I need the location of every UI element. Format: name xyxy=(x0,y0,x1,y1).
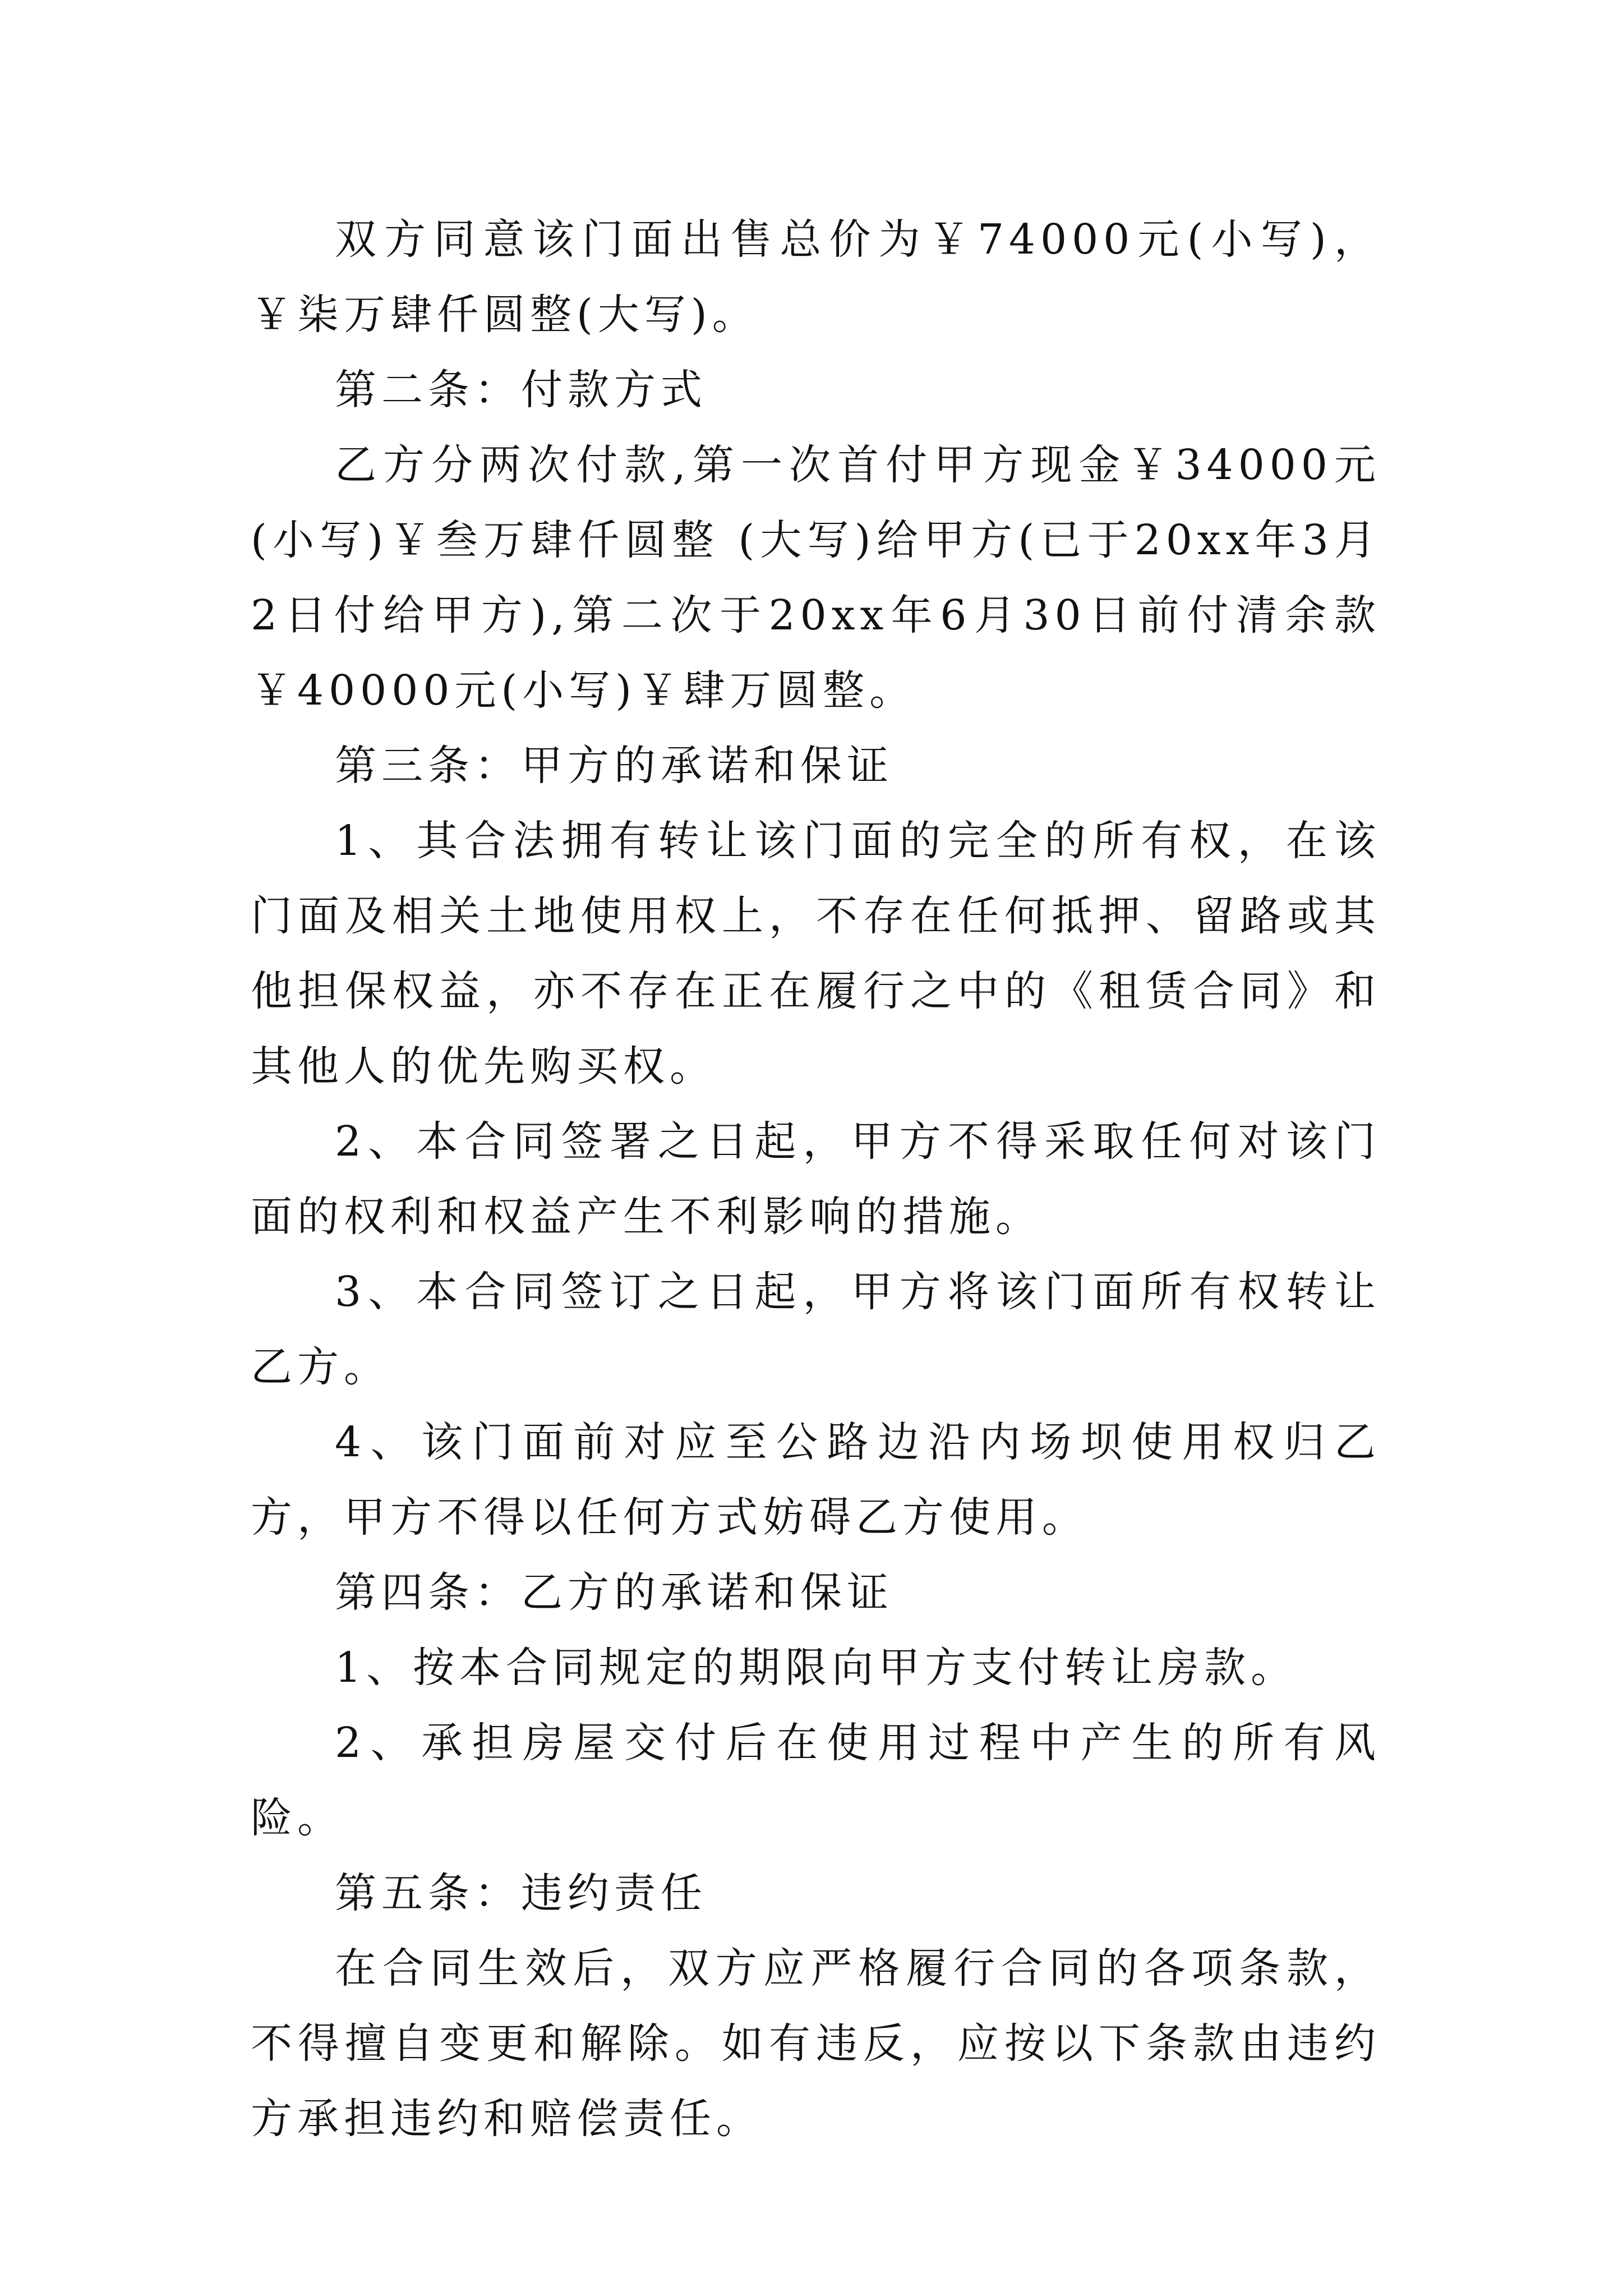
heading-article-4: 第四条：乙方的承诺和保证 xyxy=(335,1568,893,1617)
paragraph-party-b-clause-1: 1、按本合同规定的期限向甲方支付转让房款。 xyxy=(335,1644,1298,1692)
paragraph-party-a-clause-2: 2、本合同签署之日起，甲方不得采取任何对该门面的权利和权益产生不利影响的措施。 xyxy=(251,1117,1381,1241)
document-body xyxy=(251,202,1381,2156)
paragraph-total-price: 双方同意该门面出售总价为￥74000元(小写)，￥柒万肆仟圆整(大写)。 xyxy=(251,215,1381,339)
heading-article-3: 第三条：甲方的承诺和保证 xyxy=(335,742,893,790)
paragraph-party-a-clause-1: 1、其合法拥有转让该门面的完全的所有权，在该门面及相关土地使用权上，不存在任何抵押、留路或其他担保权益，亦不存在正在履行之中的《租赁合同》和其他人的优先购买权。 xyxy=(251,817,1381,1091)
paragraph-party-a-clause-4: 4、该门面前对应至公路边沿内场坝使用权归乙方，甲方不得以任何方式妨碍乙方使用。 xyxy=(251,1418,1381,1542)
paragraph-party-a-clause-3: 3、本合同签订之日起，甲方将该门面所有权转让乙方。 xyxy=(251,1268,1381,1391)
heading-article-5: 第五条：违约责任 xyxy=(335,1869,707,1917)
paragraph-party-b-clause-2: 2、承担房屋交付后在使用过程中产生的所有风险。 xyxy=(251,1719,1381,1842)
paragraph-payment-terms: 乙方分两次付款,第一次首付甲方现金￥34000元(小写)￥叁万肆仟圆整 (大写)给甲方(已于20xx年3月2日付给甲方),第二次于20xx年6月30日前付清余款￥40000元(小写)￥肆万圆整。 xyxy=(251,441,1381,715)
heading-article-2: 第二条：付款方式 xyxy=(335,366,707,414)
paragraph-breach-liability: 在合同生效后，双方应严格履行合同的各项条款，不得擅自变更和解除。如有违反，应按以下条款由违约方承担违约和赔偿责任。 xyxy=(251,1944,1381,2143)
